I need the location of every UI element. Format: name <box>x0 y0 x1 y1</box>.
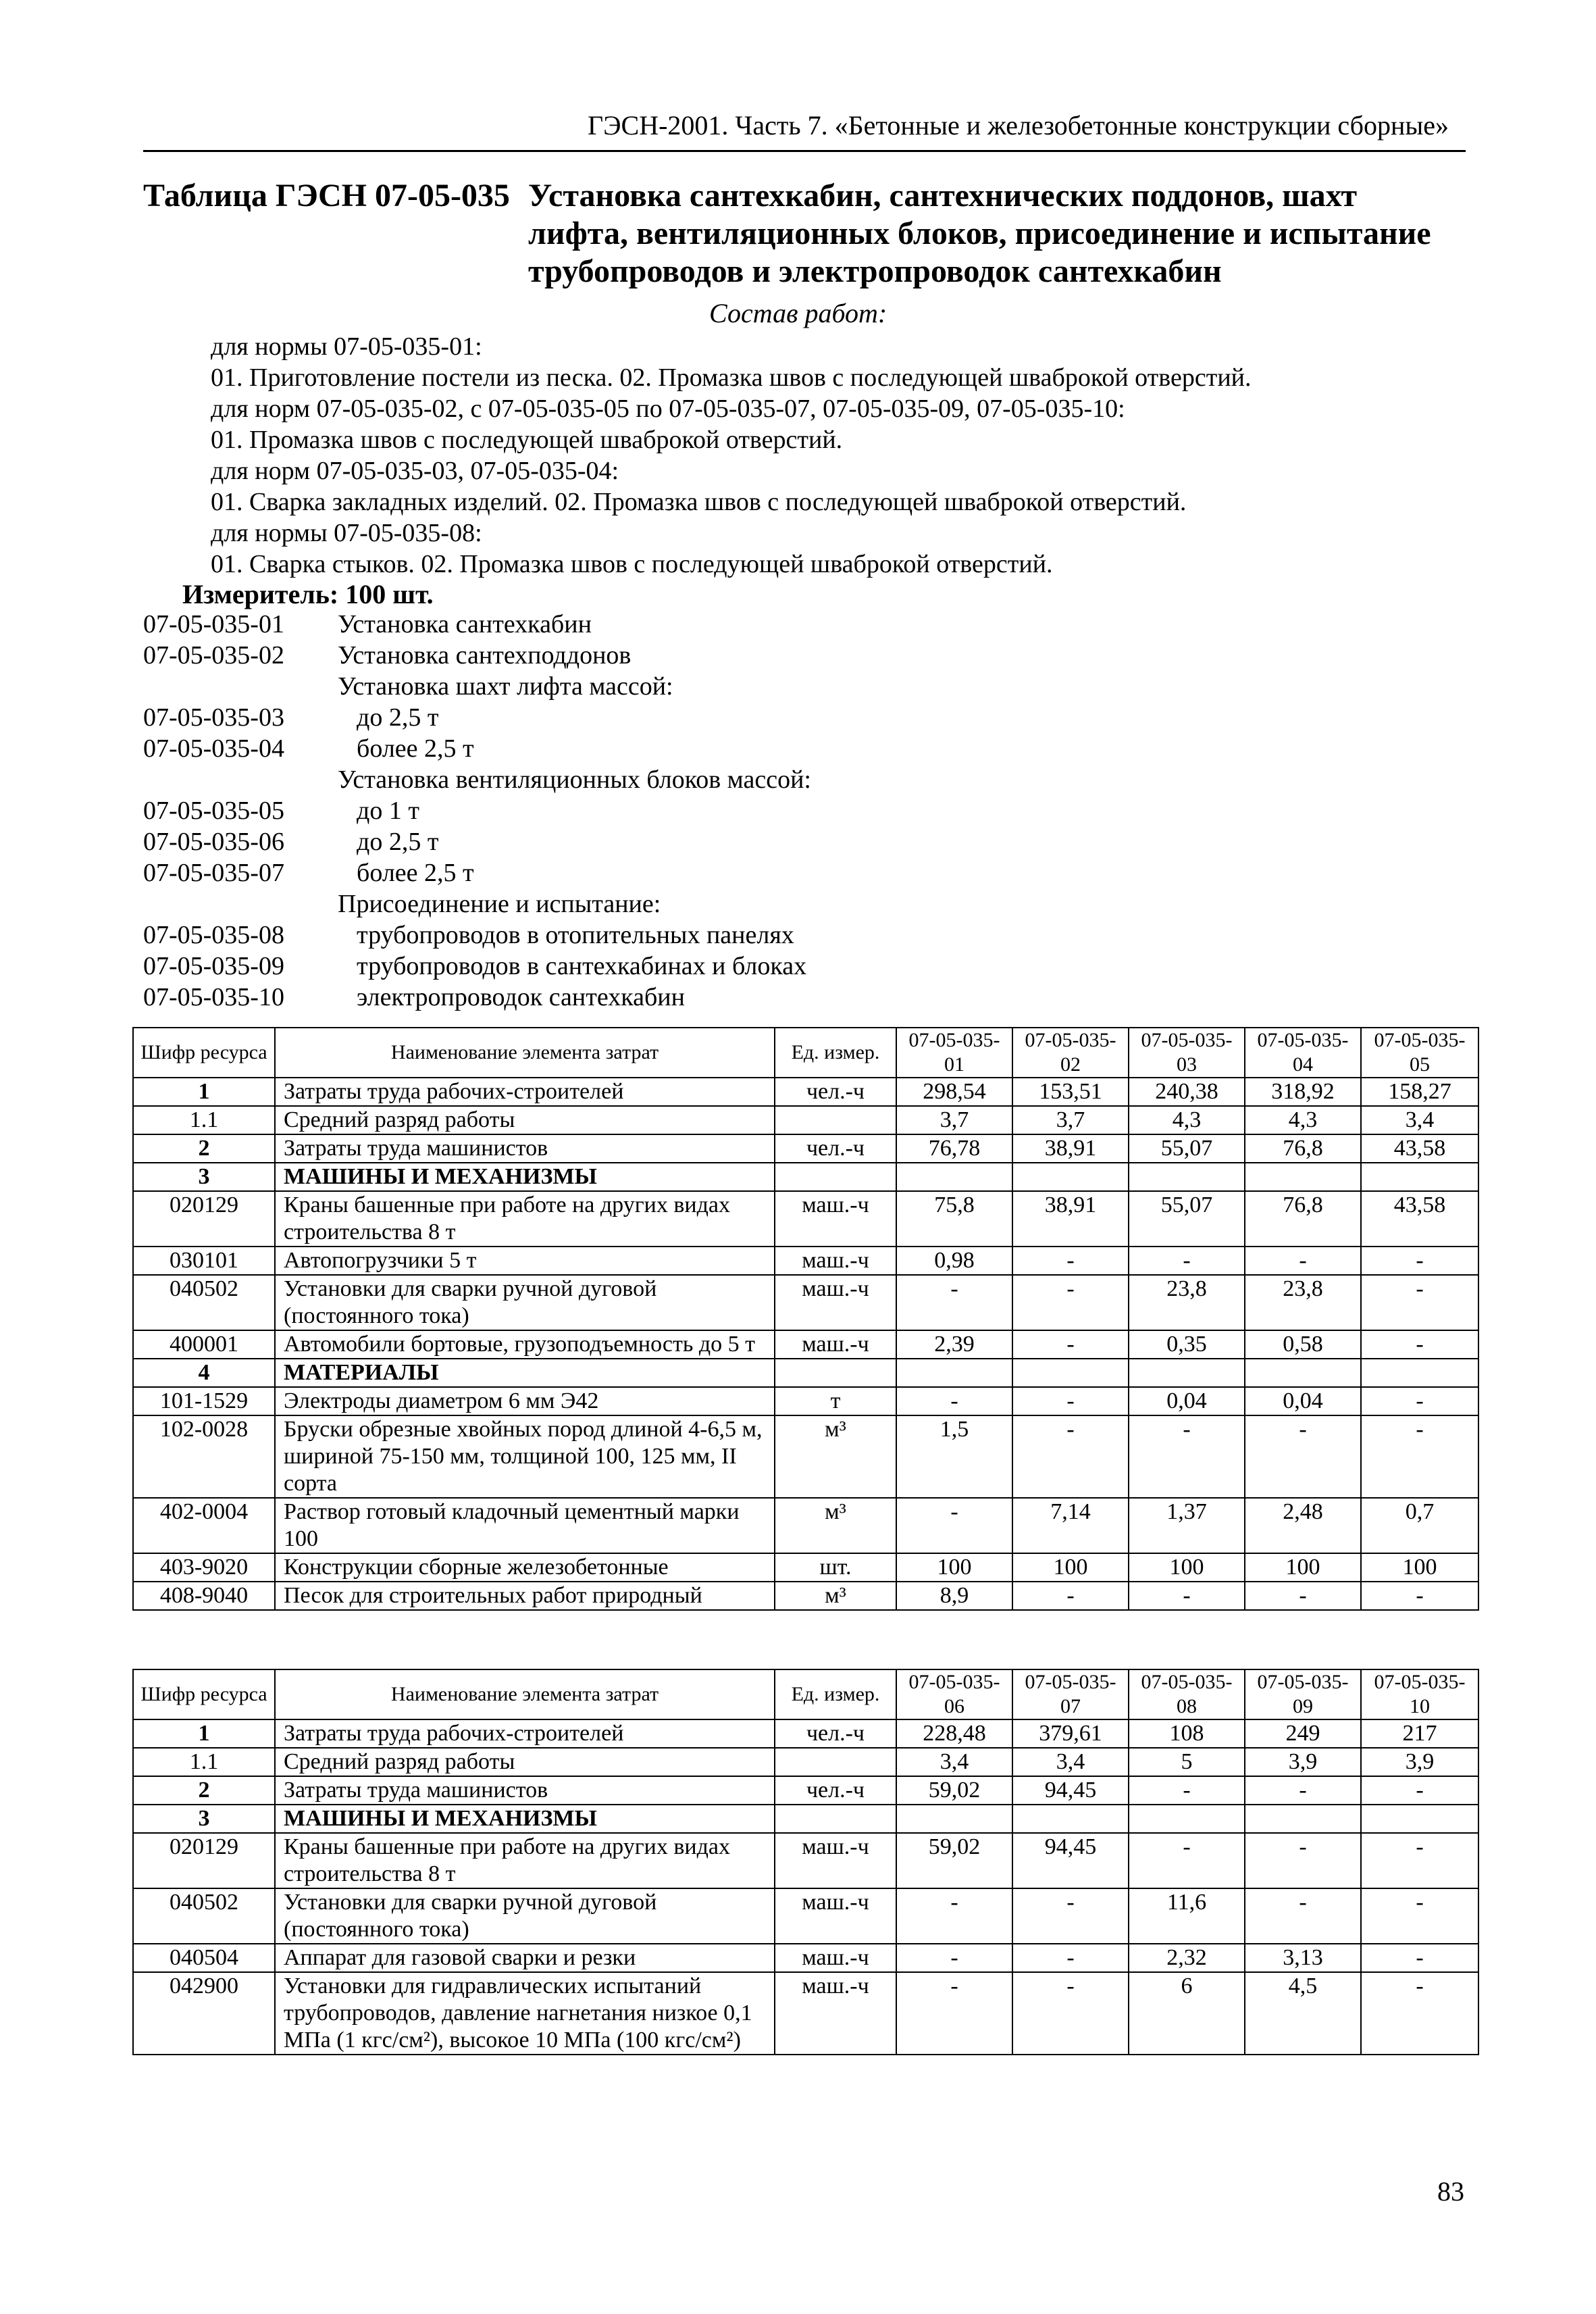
resource-unit <box>775 1359 896 1387</box>
norm-value: 0,04 <box>1129 1387 1245 1415</box>
table-row <box>133 1944 1478 1972</box>
norm-value: 3,9 <box>1245 1748 1361 1776</box>
norm-value: 2,48 <box>1245 1498 1361 1553</box>
norm-value: - <box>1012 1582 1129 1610</box>
table-row <box>133 1106 1478 1134</box>
norm-value: - <box>1361 1415 1478 1498</box>
header-name: Наименование элемента затрат <box>275 1028 775 1078</box>
resource-unit: м³ <box>775 1582 896 1610</box>
resources-table-2 <box>132 1669 1479 2055</box>
norm-value: 100 <box>1361 1553 1478 1582</box>
table-row <box>133 1972 1478 2055</box>
norm-value: 43,58 <box>1361 1191 1478 1247</box>
table-row <box>133 1553 1478 1582</box>
table-row <box>133 1275 1478 1330</box>
norm-value: 108 <box>1129 1719 1245 1748</box>
norm-description: до 2,5 т <box>357 828 439 856</box>
norm-value: 3,7 <box>1012 1106 1129 1134</box>
header-norm-code: 07-05-035-09 <box>1245 1669 1361 1719</box>
norm-value <box>1129 1359 1245 1387</box>
resource-unit <box>775 1805 896 1833</box>
resource-unit: т <box>775 1387 896 1415</box>
table-row <box>133 1805 1478 1833</box>
resource-code: 4 <box>133 1359 275 1387</box>
norm-description: более 2,5 т <box>357 734 474 763</box>
table-row <box>133 1776 1478 1805</box>
resource-name: Автомобили бортовые, грузоподъемность до 5 т <box>275 1330 775 1359</box>
header-unit: Ед. измер. <box>775 1669 896 1719</box>
table-row <box>133 1134 1478 1163</box>
table-row <box>133 1498 1478 1553</box>
resource-name: Установки для гидравлических испытаний трубопроводов, давление нагнетания низкое 0,1 МПа (1 кгс/см²), высокое 10 МПа (100 кгс/см²) <box>275 1972 775 2055</box>
resource-code: 1 <box>133 1719 275 1748</box>
norm-value <box>1361 1805 1478 1833</box>
header-norm-code: 07-05-035-07 <box>1012 1669 1129 1719</box>
page-number: 83 <box>1437 2176 1464 2207</box>
norm-value: - <box>1361 1582 1478 1610</box>
norm-value: - <box>1012 1415 1129 1498</box>
resource-code: 020129 <box>133 1191 275 1247</box>
norm-value: 4,3 <box>1245 1106 1361 1134</box>
table-row <box>133 1247 1478 1275</box>
norm-value <box>896 1359 1012 1387</box>
norm-value: 249 <box>1245 1719 1361 1748</box>
norm-value: 0,35 <box>1129 1330 1245 1359</box>
norm-value <box>1245 1359 1361 1387</box>
norm-value <box>1361 1163 1478 1191</box>
norm-value: - <box>1012 1247 1129 1275</box>
norm-value: 11,6 <box>1129 1888 1245 1944</box>
norm-value: 0,98 <box>896 1247 1012 1275</box>
header-norm-code: 07-05-035-06 <box>896 1669 1012 1719</box>
norm-value: 0,58 <box>1245 1330 1361 1359</box>
norm-value: - <box>1012 1888 1129 1944</box>
norm-value: 76,78 <box>896 1134 1012 1163</box>
norm-value: 38,91 <box>1012 1134 1129 1163</box>
norm-value: 59,02 <box>896 1776 1012 1805</box>
resource-name: Песок для строительных работ природный <box>275 1582 775 1610</box>
table-row <box>133 1359 1478 1387</box>
norm-value: - <box>1012 1275 1129 1330</box>
norm-value: - <box>1129 1415 1245 1498</box>
resource-code: 3 <box>133 1163 275 1191</box>
norm-value: 4,5 <box>1245 1972 1361 2055</box>
norm-value: - <box>896 1275 1012 1330</box>
norm-value: 8,9 <box>896 1582 1012 1610</box>
norm-value: 2,39 <box>896 1330 1012 1359</box>
norm-value: 298,54 <box>896 1078 1012 1106</box>
norm-value: - <box>1245 1247 1361 1275</box>
resource-name: Конструкции сборные железобетонные <box>275 1553 775 1582</box>
norm-value: 23,8 <box>1129 1275 1245 1330</box>
table-row <box>133 1888 1478 1944</box>
norm-value <box>1129 1805 1245 1833</box>
work-line: для норм 07-05-035-03, 07-05-035-04: <box>211 457 619 485</box>
norm-value: - <box>1012 1330 1129 1359</box>
norm-value: 100 <box>896 1553 1012 1582</box>
work-line: для норм 07-05-035-02, с 07-05-035-05 по 07-05-035-07, 07-05-035-09, 07-05-035-10: <box>211 395 1125 423</box>
work-line: для нормы 07-05-035-08: <box>211 519 482 547</box>
norm-code: 07-05-035-07 <box>143 859 284 887</box>
norm-code: 07-05-035-10 <box>143 983 284 1011</box>
norm-value <box>1361 1359 1478 1387</box>
norm-group-heading: Установка шахт лифта массой: <box>338 672 673 701</box>
norm-value: 3,4 <box>896 1748 1012 1776</box>
norm-value <box>896 1163 1012 1191</box>
resource-code: 1 <box>133 1078 275 1106</box>
resource-code: 2 <box>133 1134 275 1163</box>
table-row <box>133 1191 1478 1247</box>
norm-value: 38,91 <box>1012 1191 1129 1247</box>
header-norm-code: 07-05-035-05 <box>1361 1028 1478 1078</box>
norm-value: - <box>1012 1944 1129 1972</box>
resource-name: МАШИНЫ И МЕХАНИЗМЫ <box>275 1805 775 1833</box>
resource-name: МАТЕРИАЛЫ <box>275 1359 775 1387</box>
resources-table-1 <box>132 1027 1479 1611</box>
table-row <box>133 1387 1478 1415</box>
norm-value: - <box>896 1888 1012 1944</box>
norm-description: до 2,5 т <box>357 703 439 732</box>
norm-value: - <box>1245 1776 1361 1805</box>
norm-description: Установка сантехкабин <box>338 610 592 638</box>
resource-unit: маш.-ч <box>775 1191 896 1247</box>
resource-unit <box>775 1163 896 1191</box>
resource-code: 030101 <box>133 1247 275 1275</box>
norm-code: 07-05-035-04 <box>143 734 284 763</box>
norm-value: - <box>1245 1888 1361 1944</box>
norm-description: трубопроводов в сантехкабинах и блоках <box>357 952 807 980</box>
norm-value: - <box>1361 1387 1478 1415</box>
table-row <box>133 1330 1478 1359</box>
norm-code: 07-05-035-02 <box>143 641 284 670</box>
norm-group-heading: Установка вентиляционных блоков массой: <box>338 765 811 794</box>
resource-code: 1.1 <box>133 1748 275 1776</box>
resource-code: 400001 <box>133 1330 275 1359</box>
resource-name: Установки для сварки ручной дуговой (постоянного тока) <box>275 1888 775 1944</box>
norm-value: - <box>896 1944 1012 1972</box>
resource-unit: шт. <box>775 1553 896 1582</box>
measure: Измеритель: 100 шт. <box>182 579 434 609</box>
running-header: ГЭСН-2001. Часть 7. «Бетонные и железобетонные конструкции сборные» <box>588 110 1449 141</box>
norm-value: 94,45 <box>1012 1776 1129 1805</box>
norm-value: 0,04 <box>1245 1387 1361 1415</box>
norm-value: 94,45 <box>1012 1833 1129 1888</box>
norm-value: - <box>1361 1833 1478 1888</box>
resource-unit: маш.-ч <box>775 1247 896 1275</box>
norm-value: 75,8 <box>896 1191 1012 1247</box>
norm-value: - <box>1361 1776 1478 1805</box>
norm-value: 55,07 <box>1129 1191 1245 1247</box>
work-line: 01. Сварка стыков. 02. Промазка швов с последующей шваброкой отверстий. <box>211 550 1053 578</box>
header-norm-code: 07-05-035-03 <box>1129 1028 1245 1078</box>
norm-value: 100 <box>1012 1553 1129 1582</box>
norm-value: 2,32 <box>1129 1944 1245 1972</box>
norm-value: - <box>1361 1330 1478 1359</box>
norm-value: 4,3 <box>1129 1106 1245 1134</box>
title-line-2: лифта, вентиляционных блоков, присоединение и испытание <box>528 216 1431 251</box>
resource-code: 3 <box>133 1805 275 1833</box>
resource-unit <box>775 1748 896 1776</box>
norm-value: 0,7 <box>1361 1498 1478 1553</box>
norm-value: 76,8 <box>1245 1191 1361 1247</box>
norm-value: - <box>1245 1582 1361 1610</box>
norm-group-heading: Присоединение и испытание: <box>338 890 661 918</box>
resource-unit: м³ <box>775 1415 896 1498</box>
resource-name: Автопогрузчики 5 т <box>275 1247 775 1275</box>
header-norm-code: 07-05-035-04 <box>1245 1028 1361 1078</box>
title-line-3: трубопроводов и электропроводок сантехкабин <box>528 253 1222 289</box>
header-shifr: Шифр ресурса <box>133 1028 275 1078</box>
header-name: Наименование элемента затрат <box>275 1669 775 1719</box>
resource-unit: чел.-ч <box>775 1078 896 1106</box>
resource-code: 2 <box>133 1776 275 1805</box>
norm-value: - <box>1129 1776 1245 1805</box>
header-norm-code: 07-05-035-08 <box>1129 1669 1245 1719</box>
header-norm-code: 07-05-035-02 <box>1012 1028 1129 1078</box>
norm-value: - <box>1361 1944 1478 1972</box>
norm-value: - <box>1361 1275 1478 1330</box>
header-norm-code: 07-05-035-10 <box>1361 1669 1478 1719</box>
resource-name: Электроды диаметром 6 мм Э42 <box>275 1387 775 1415</box>
resource-name: Краны башенные при работе на других видах строительства 8 т <box>275 1191 775 1247</box>
resource-code: 040502 <box>133 1275 275 1330</box>
norm-value: - <box>1361 1972 1478 2055</box>
norm-value: 3,4 <box>1361 1106 1478 1134</box>
resource-name: Затраты труда рабочих-строителей <box>275 1719 775 1748</box>
norm-value <box>1129 1163 1245 1191</box>
norm-value: - <box>1129 1247 1245 1275</box>
resource-name: Средний разряд работы <box>275 1106 775 1134</box>
norm-value: 23,8 <box>1245 1275 1361 1330</box>
resource-code: 403-9020 <box>133 1553 275 1582</box>
resource-name: Краны башенные при работе на других видах строительства 8 т <box>275 1833 775 1888</box>
norm-value: 3,4 <box>1012 1748 1129 1776</box>
resource-name: Затраты труда рабочих-строителей <box>275 1078 775 1106</box>
norm-value: 59,02 <box>896 1833 1012 1888</box>
norm-value: - <box>1361 1888 1478 1944</box>
norm-value: 100 <box>1245 1553 1361 1582</box>
norm-value: - <box>896 1972 1012 2055</box>
norm-value: 76,8 <box>1245 1134 1361 1163</box>
work-line: 01. Сварка закладных изделий. 02. Промазка швов с последующей шваброкой отверстий. <box>211 488 1187 516</box>
norm-description: электропроводок сантехкабин <box>357 983 685 1011</box>
resource-code: 020129 <box>133 1833 275 1888</box>
norm-value <box>1245 1805 1361 1833</box>
table-number: Таблица ГЭСН 07-05-035 <box>143 178 510 213</box>
table-row <box>133 1748 1478 1776</box>
resource-name: Бруски обрезные хвойных пород длиной 4-6,5 м, шириной 75-150 мм, толщиной 100, 125 мм, II сорта <box>275 1415 775 1498</box>
norm-value: 100 <box>1129 1553 1245 1582</box>
resource-code: 1.1 <box>133 1106 275 1134</box>
norm-value: 228,48 <box>896 1719 1012 1748</box>
norm-value: - <box>1012 1387 1129 1415</box>
resource-unit: маш.-ч <box>775 1944 896 1972</box>
norm-value: 153,51 <box>1012 1078 1129 1106</box>
norm-value: - <box>1129 1582 1245 1610</box>
norm-value: - <box>1012 1972 1129 2055</box>
table-row <box>133 1415 1478 1498</box>
resource-code: 040504 <box>133 1944 275 1972</box>
title-line-1: Установка сантехкабин, сантехнических поддонов, шахт <box>528 178 1358 213</box>
work-line: 01. Приготовление постели из песка. 02. Промазка швов с последующей шваброкой отверстий. <box>211 363 1252 392</box>
norm-value: 1,37 <box>1129 1498 1245 1553</box>
norm-value: 43,58 <box>1361 1134 1478 1163</box>
norm-value: - <box>1361 1247 1478 1275</box>
norm-value: - <box>1129 1833 1245 1888</box>
norm-value <box>1012 1359 1129 1387</box>
norm-value: 6 <box>1129 1972 1245 2055</box>
header-rule <box>143 150 1466 152</box>
norm-value <box>1245 1163 1361 1191</box>
norm-value: 217 <box>1361 1719 1478 1748</box>
resource-name: Установки для сварки ручной дуговой (постоянного тока) <box>275 1275 775 1330</box>
resource-code: 042900 <box>133 1972 275 2055</box>
table-row <box>133 1719 1478 1748</box>
norm-description: до 1 т <box>357 797 419 825</box>
norm-value: 318,92 <box>1245 1078 1361 1106</box>
resource-code: 102-0028 <box>133 1415 275 1498</box>
norm-value: 158,27 <box>1361 1078 1478 1106</box>
norm-description: более 2,5 т <box>357 859 474 887</box>
norm-value: - <box>896 1387 1012 1415</box>
resource-name: Раствор готовый кладочный цементный марки 100 <box>275 1498 775 1553</box>
norm-code: 07-05-035-06 <box>143 828 284 856</box>
resource-code: 101-1529 <box>133 1387 275 1415</box>
table-row <box>133 1582 1478 1610</box>
table-row <box>133 1833 1478 1888</box>
norm-value: 240,38 <box>1129 1078 1245 1106</box>
norm-value: 3,9 <box>1361 1748 1478 1776</box>
header-norm-code: 07-05-035-01 <box>896 1028 1012 1078</box>
resource-unit: маш.-ч <box>775 1972 896 2055</box>
norm-value: 379,61 <box>1012 1719 1129 1748</box>
resource-code: 040502 <box>133 1888 275 1944</box>
work-line: 01. Промазка швов с последующей шваброкой отверстий. <box>211 426 843 454</box>
norm-code: 07-05-035-01 <box>143 610 284 638</box>
resource-name: Аппарат для газовой сварки и резки <box>275 1944 775 1972</box>
norm-value: 5 <box>1129 1748 1245 1776</box>
norm-description: трубопроводов в отопительных панелях <box>357 921 794 949</box>
norm-value: 55,07 <box>1129 1134 1245 1163</box>
table-row <box>133 1078 1478 1106</box>
norm-value: - <box>1245 1833 1361 1888</box>
header-unit: Ед. измер. <box>775 1028 896 1078</box>
resource-unit: чел.-ч <box>775 1134 896 1163</box>
norm-value: 1,5 <box>896 1415 1012 1498</box>
resource-unit: маш.-ч <box>775 1275 896 1330</box>
norm-value: 7,14 <box>1012 1498 1129 1553</box>
norm-value: 3,13 <box>1245 1944 1361 1972</box>
resource-unit <box>775 1106 896 1134</box>
resource-unit: м³ <box>775 1498 896 1553</box>
resource-name: Средний разряд работы <box>275 1748 775 1776</box>
resource-unit: маш.-ч <box>775 1888 896 1944</box>
resource-name: МАШИНЫ И МЕХАНИЗМЫ <box>275 1163 775 1191</box>
resource-unit: чел.-ч <box>775 1776 896 1805</box>
resource-unit: маш.-ч <box>775 1833 896 1888</box>
resource-name: Затраты труда машинистов <box>275 1134 775 1163</box>
resource-unit: чел.-ч <box>775 1719 896 1748</box>
norm-code: 07-05-035-09 <box>143 952 284 980</box>
norm-code: 07-05-035-05 <box>143 797 284 825</box>
norm-code: 07-05-035-03 <box>143 703 284 732</box>
work-composition-heading: Состав работ: <box>709 298 887 328</box>
norm-code: 07-05-035-08 <box>143 921 284 949</box>
norm-value: 3,7 <box>896 1106 1012 1134</box>
work-line: для нормы 07-05-035-01: <box>211 332 482 361</box>
header-shifr: Шифр ресурса <box>133 1669 275 1719</box>
norm-value <box>1012 1163 1129 1191</box>
norm-value: - <box>1245 1415 1361 1498</box>
norm-value <box>1012 1805 1129 1833</box>
norm-value <box>896 1805 1012 1833</box>
resource-unit: маш.-ч <box>775 1330 896 1359</box>
resource-code: 408-9040 <box>133 1582 275 1610</box>
resource-name: Затраты труда машинистов <box>275 1776 775 1805</box>
resource-code: 402-0004 <box>133 1498 275 1553</box>
norm-value: - <box>896 1498 1012 1553</box>
norm-description: Установка сантехподдонов <box>338 641 632 670</box>
table-row <box>133 1163 1478 1191</box>
